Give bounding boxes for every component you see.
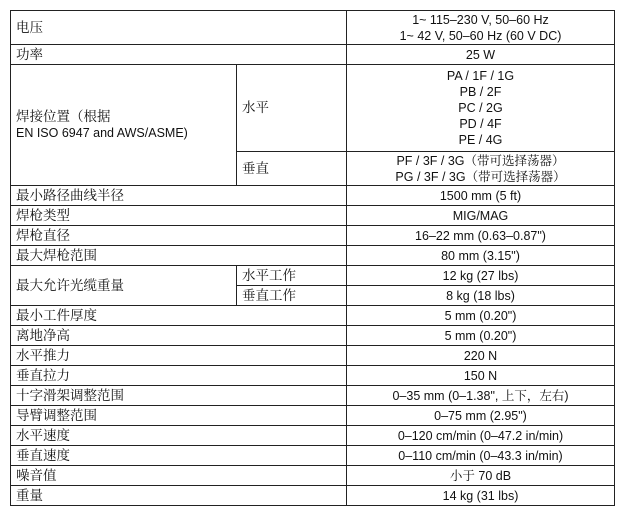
noise-label: 噪音值 bbox=[11, 466, 347, 486]
weight-value: 14 kg (31 lbs) bbox=[347, 486, 615, 506]
noise-value: 小于 70 dB bbox=[347, 466, 615, 486]
voltage-label: 电压 bbox=[11, 11, 347, 45]
row-noise bbox=[11, 466, 615, 486]
max-cable-label: 最大允许光缆重量 bbox=[11, 266, 237, 306]
horizontal-speed-label: 水平速度 bbox=[11, 426, 347, 446]
row-cross-slide bbox=[11, 386, 615, 406]
row-vertical-speed bbox=[11, 446, 615, 466]
row-torch-type bbox=[11, 206, 615, 226]
row-voltage bbox=[11, 11, 615, 45]
horizontal-speed-value: 0–120 cm/min (0–47.2 in/min) bbox=[347, 426, 615, 446]
weld-vertical-value: PG / 3F / 3G（带可选择荡器） bbox=[395, 169, 566, 184]
voltage-value bbox=[347, 11, 615, 45]
weld-horizontal-label: 水平 bbox=[237, 65, 347, 152]
min-radius-label: 最小路径曲线半径 bbox=[11, 186, 347, 206]
voltage-value-2: 1~ 42 V, 50–60 Hz (60 V DC) bbox=[399, 28, 562, 43]
row-clearance bbox=[11, 326, 615, 346]
row-weld-position-horizontal bbox=[11, 65, 615, 152]
row-torch-diameter bbox=[11, 226, 615, 246]
weld-horizontal-value: PB / 2F bbox=[459, 85, 502, 99]
horizontal-thrust-label: 水平推力 bbox=[11, 346, 347, 366]
weld-horizontal-values bbox=[347, 65, 615, 152]
max-cable-horizontal-label: 水平工作 bbox=[237, 266, 347, 286]
weld-position-label-2: EN ISO 6947 and AWS/ASME) bbox=[16, 126, 188, 140]
weld-horizontal-value: PD / 4F bbox=[459, 117, 502, 131]
weld-horizontal-value: PE / 4G bbox=[458, 133, 503, 147]
row-vertical-pull bbox=[11, 366, 615, 386]
row-horizontal-thrust bbox=[11, 346, 615, 366]
weld-vertical-value: PF / 3F / 3G（带可选择荡器） bbox=[396, 153, 565, 168]
clearance-value: 5 mm (0.20") bbox=[347, 326, 615, 346]
row-arm-adjust bbox=[11, 406, 615, 426]
weld-vertical-label: 垂直 bbox=[237, 152, 347, 186]
max-cable-horizontal-value: 12 kg (27 lbs) bbox=[347, 266, 615, 286]
weld-horizontal-value: PC / 2G bbox=[458, 101, 503, 115]
vertical-pull-value: 150 N bbox=[347, 366, 615, 386]
row-max-cable-horizontal bbox=[11, 266, 615, 286]
arm-adjust-label: 导臂调整范围 bbox=[11, 406, 347, 426]
max-cable-vertical-label: 垂直工作 bbox=[237, 286, 347, 306]
power-value: 25 W bbox=[347, 45, 615, 65]
row-horizontal-speed bbox=[11, 426, 615, 446]
power-label: 功率 bbox=[11, 45, 347, 65]
spec-table bbox=[10, 10, 615, 506]
min-radius-value: 1500 mm (5 ft) bbox=[347, 186, 615, 206]
vertical-pull-label: 垂直拉力 bbox=[11, 366, 347, 386]
weld-horizontal-value: PA / 1F / 1G bbox=[446, 69, 515, 83]
horizontal-thrust-value: 220 N bbox=[347, 346, 615, 366]
max-cable-vertical-value: 8 kg (18 lbs) bbox=[347, 286, 615, 306]
row-min-thickness bbox=[11, 306, 615, 326]
min-thickness-label: 最小工件厚度 bbox=[11, 306, 347, 326]
torch-diameter-label: 焊枪直径 bbox=[11, 226, 347, 246]
row-power bbox=[11, 45, 615, 65]
row-min-radius bbox=[11, 186, 615, 206]
torch-type-label: 焊枪类型 bbox=[11, 206, 347, 226]
vertical-speed-value: 0–110 cm/min (0–43.3 in/min) bbox=[347, 446, 615, 466]
arm-adjust-value: 0–75 mm (2.95") bbox=[347, 406, 615, 426]
cross-slide-label: 十字滑架调整范围 bbox=[11, 386, 347, 406]
row-weight bbox=[11, 486, 615, 506]
min-thickness-value: 5 mm (0.20") bbox=[347, 306, 615, 326]
torch-range-value: 80 mm (3.15") bbox=[347, 246, 615, 266]
clearance-label: 离地净高 bbox=[11, 326, 347, 346]
torch-range-label: 最大焊枪范围 bbox=[11, 246, 347, 266]
weld-position-label-1: 焊接位置（根据 bbox=[16, 109, 111, 125]
voltage-value-1: 1~ 115–230 V, 50–60 Hz bbox=[412, 12, 549, 27]
weight-label: 重量 bbox=[11, 486, 347, 506]
row-torch-range bbox=[11, 246, 615, 266]
torch-type-value: MIG/MAG bbox=[347, 206, 615, 226]
weld-vertical-values bbox=[347, 152, 615, 186]
cross-slide-value: 0–35 mm (0–1.38", 上下，左右) bbox=[347, 386, 615, 406]
vertical-speed-label: 垂直速度 bbox=[11, 446, 347, 466]
weld-position-label bbox=[11, 65, 237, 186]
torch-diameter-value: 16–22 mm (0.63–0.87") bbox=[347, 226, 615, 246]
